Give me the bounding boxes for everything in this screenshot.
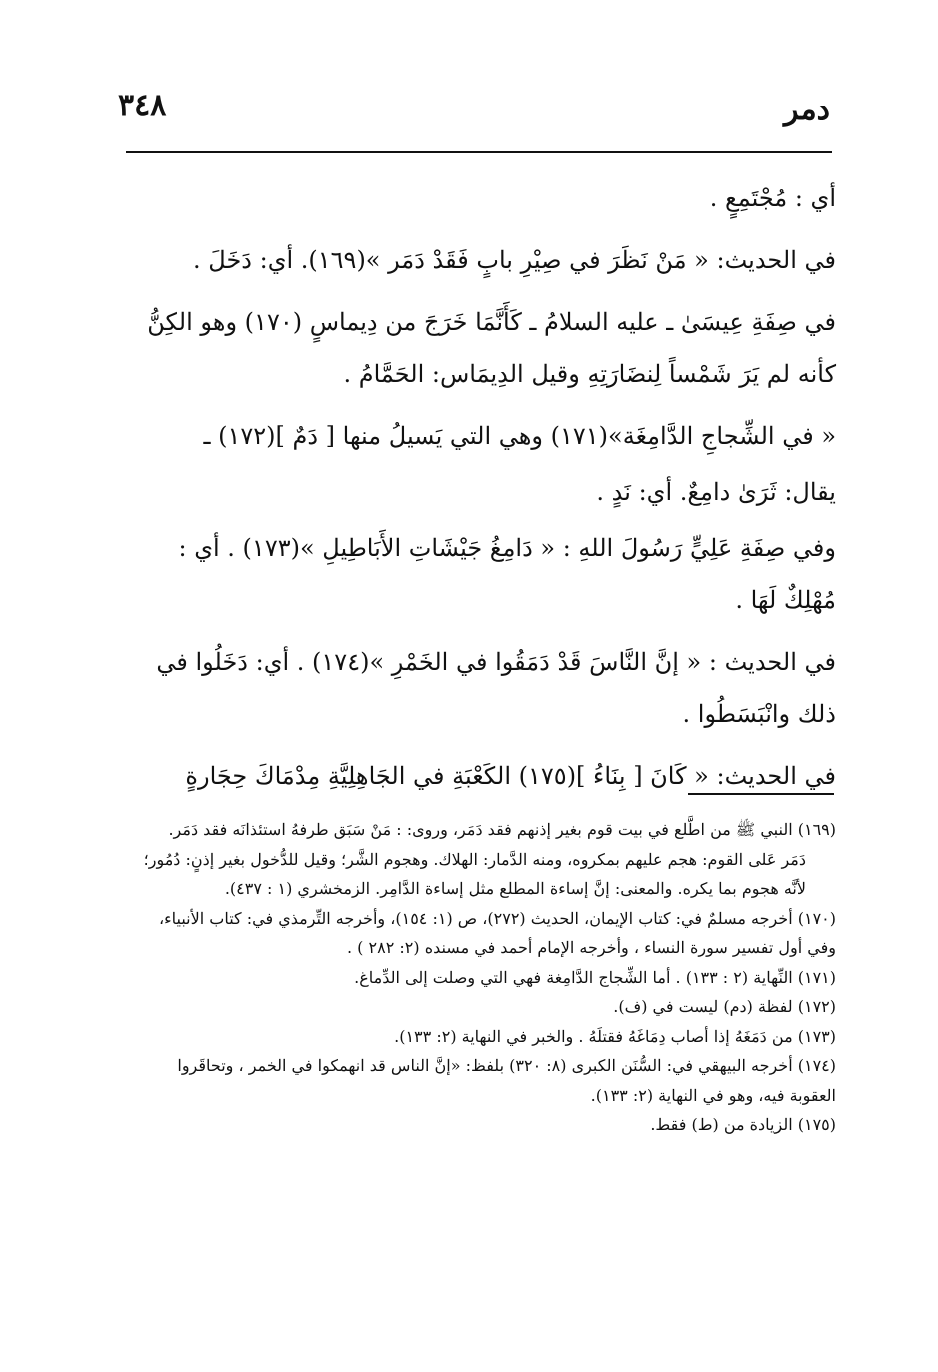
footnote: (١٦٩) النبي ﷺ من اطَّلع في بيت قوم بغير إذنهم فقد دَمَر، وروى: : مَنْ سَبَق طرفهُ استئذانَه فقد دَمَر.: [168, 820, 836, 839]
body-paragraph: في الحديث : « إنَّ النَّاسَ قَدْ دَمَقُوا في الخَمْرِ »(١٧٤) . أي: دَخَلُوا في ذلك وانْبَسَطُوا .: [156, 648, 836, 728]
footnote: (١٧٢) لفظة (دم) ليست في (ف).: [613, 997, 836, 1016]
page-number: ٣٤٨: [118, 88, 167, 123]
body-paragraph: في صِفَةِ عِيسَىٰ ـ عليه السلامُ ـ كَأَنَّمَا خَرَجَ من دِيماسٍ (١٧٠) وهو الكِنُّ كأنه لم يَرَ شَمْساً لِنضَارَتِهِ وقيل الدِيمَاس: الحَمَّامُ .: [147, 308, 836, 388]
body-paragraph: أي : مُجْتَمِعٍ .: [709, 184, 836, 212]
footnotes: [128, 815, 836, 1140]
footnote: (١٧٥) الزيادة من (ط) فقط.: [650, 1115, 836, 1134]
body-paragraph: « في الشِّجاجِ الدَّامِغَة»(١٧١) وهي التي يَسيلُ منها [ دَمٌ ](١٧٢) ـ: [203, 422, 836, 450]
footnote: (١٧٣) من دَمَغَهُ إذا أصاب دِمَاغَهُ فقتلَهُ . والخبر في النهاية (٢: ١٣٣).: [394, 1026, 836, 1046]
footnote: (١٧٠) أخرجه مسلمٌ في: كتاب الإيمان، الحديث (٢٧٢)، ص (١: ١٥٤)، وأخرجه التِّرمذي في: كتاب الأنبياء، وفي أول تفسير سورة النساء ، وأخرجه الإمام أحمد في مسنده (٢: ٢٨٢ ) .: [158, 908, 836, 957]
body-paragraph: وفي صِفَةِ عَلِيٍّ رَسُولَ اللهِ : « دَامِغُ جَيْشَاتِ الأَبَاطِيلِ »(١٧٣) . أي : مُهْلِكٌ لَهَا .: [178, 534, 836, 614]
footnote-rule: [688, 793, 834, 795]
body-paragraph: في الحديث: « كَانَ [ بِنَاءُ ](١٧٥) الكَعْبَةِ في الجَاهِلِيَّةِ مِدْمَاكَ حِجَارةٍ: [185, 762, 836, 790]
main-body: [128, 172, 836, 806]
footnote: دَمَر عَلى القوم: هجم عليهم بمكروه، ومنه الدَّمار: الهلاك. وهجوم الشَّر؛ وقيل للدُّخول بغير إذنٍ: دُمُور؛ لأنَّه هجوم بما يكره. والمعنى: إنَّ إساءة المطلع مثل إساءة الدَّامِر. الزمخشري (١ : ٤٣٧).: [143, 849, 806, 898]
footnote: (١٧١) النِّهاية (٢ : ١٣٣) . أما الشِّجاج الدَّامِغة فهي التي وصلت إلى الدِّماغ.: [354, 967, 836, 987]
running-head: دمر: [784, 92, 830, 127]
body-paragraph: في الحديث: « مَنْ نَظَرَ في صِيْرِ بابٍ فَقَدْ دَمَر »(١٦٩). أي: دَخَلَ .: [193, 246, 836, 274]
footnote: (١٧٤) أخرجه البيهقي في: السُّنَن الكبرى (٨: ٣٢٠) بلفظ: «إنَّ الناس قد انهمكوا في الخمر ، وتحاقَروا العقوبة فيه، وهو في النهاية (٢: ١٣٣).: [177, 1056, 836, 1105]
header-rule: [126, 151, 832, 153]
body-paragraph: يقال: ثَرَىٰ دامِعٌ. أي: نَدٍ .: [596, 478, 836, 506]
